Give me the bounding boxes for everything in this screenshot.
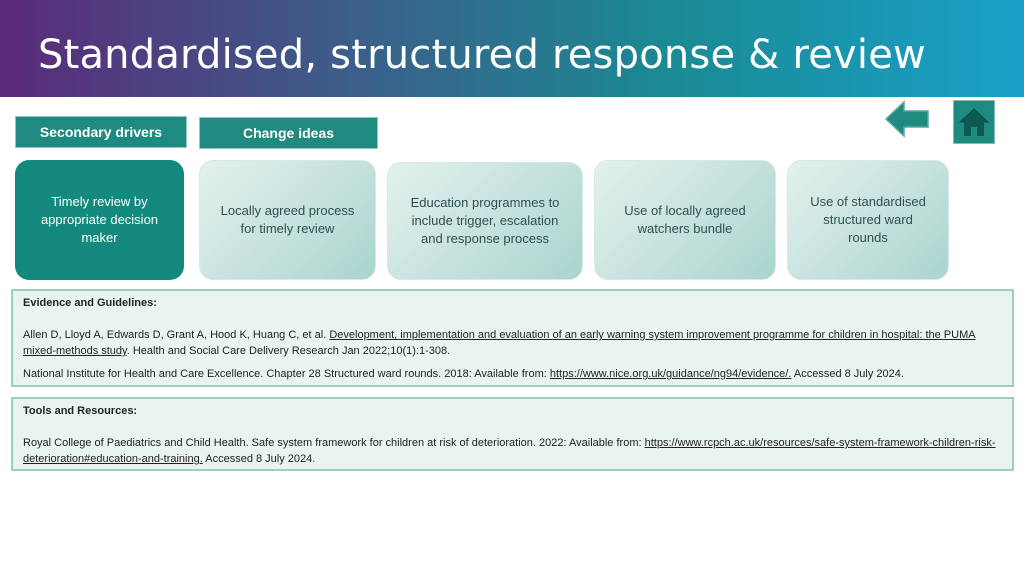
rcpch-framework-link[interactable]: https://www.rcpch.ac.uk/resources/safe-system-framework-children-risk-deterioration#education-and-training. (23, 437, 996, 465)
change-idea-label: Use of standardised structured ward rounds (810, 194, 926, 245)
home-button[interactable] (953, 100, 995, 144)
reference-text: Accessed 8 July 2024. (202, 453, 316, 465)
reference-text: Royal College of Paediatrics and Child Health. Safe system framework for children at risk of deterioration. 2022: Available from: (23, 437, 645, 449)
change-idea-card-structured-ward-rounds[interactable] (787, 160, 949, 280)
evidence-reference-puma (23, 327, 998, 359)
tab-secondary-drivers[interactable]: Secondary drivers (15, 116, 187, 148)
back-arrow-icon (884, 100, 930, 138)
back-button[interactable] (884, 100, 930, 138)
evidence-reference-nice (23, 366, 998, 382)
tools-reference-rcpch (23, 435, 998, 467)
title-banner (0, 0, 1024, 97)
driver-card-label: Timely review by appropriate decision maker (40, 194, 159, 245)
tab-change-ideas[interactable]: Change ideas (199, 117, 378, 149)
evidence-heading: Evidence and Guidelines: (23, 297, 157, 309)
change-idea-label: Use of locally agreed watchers bundle (624, 203, 746, 236)
reference-text: . Health and Social Care Delivery Research Jan 2022;10(1):1-308. (126, 345, 451, 357)
driver-card-timely-review[interactable] (15, 160, 184, 280)
page-title: Standardised, structured response & review (38, 32, 926, 78)
reference-text: Accessed 8 July 2024. (791, 368, 904, 380)
change-idea-label: Locally agreed process for timely review (220, 203, 355, 236)
reference-text: Allen D, Lloyd A, Edwards D, Grant A, Hood K, Huang C, et al. (23, 329, 330, 341)
evidence-guidelines-panel (11, 289, 1014, 387)
tools-resources-panel (11, 397, 1014, 471)
home-icon (954, 101, 994, 143)
change-idea-card-education-programmes[interactable] (387, 162, 583, 280)
tools-heading: Tools and Resources: (23, 405, 138, 417)
puma-study-link[interactable]: Development, implementation and evaluation of an early warning system improvement programme for children in hospital: the PUMA mixed-methods study (23, 329, 976, 357)
change-idea-card-locally-agreed-process[interactable] (199, 160, 376, 280)
change-idea-label: Education programmes to include trigger, escalation and response process (410, 195, 560, 246)
reference-text: National Institute for Health and Care Excellence. Chapter 28 Structured ward rounds. 2018: Available from: (23, 368, 550, 380)
change-idea-card-watchers-bundle[interactable] (594, 160, 776, 280)
nice-guidance-link[interactable]: https://www.nice.org.uk/guidance/ng94/evidence/. (549, 368, 792, 380)
